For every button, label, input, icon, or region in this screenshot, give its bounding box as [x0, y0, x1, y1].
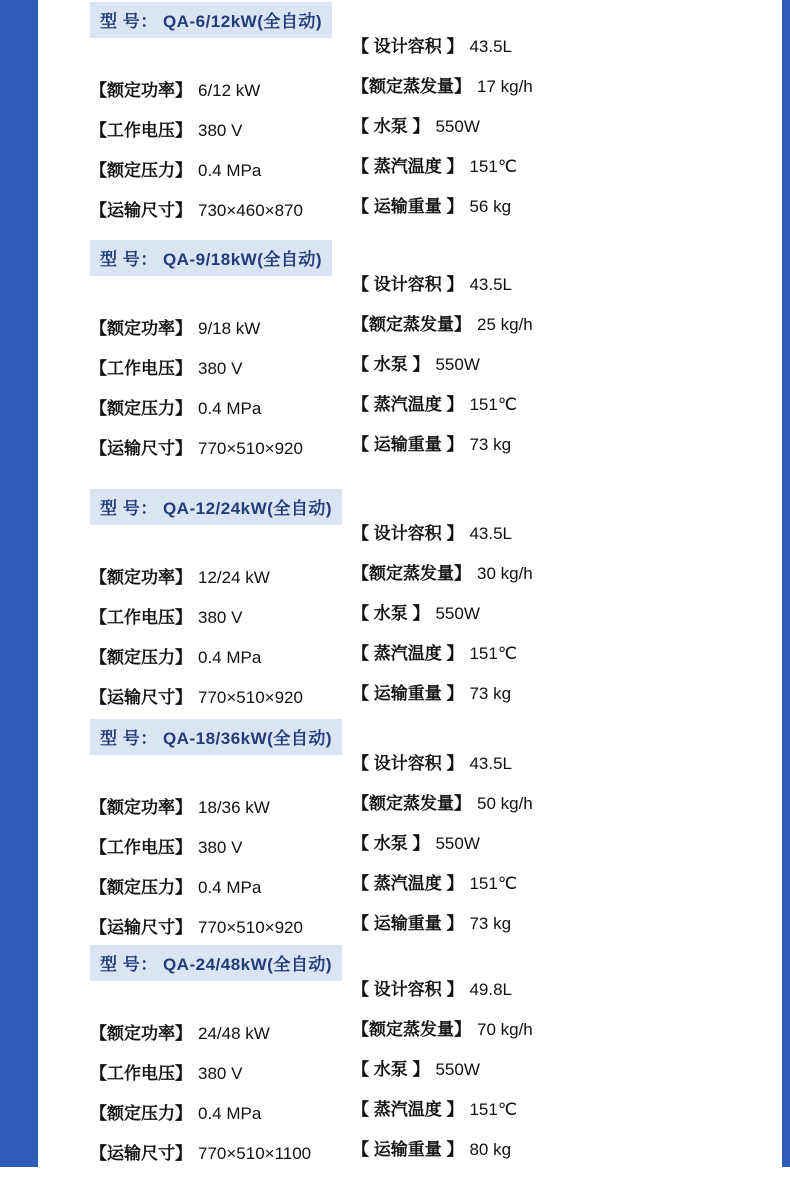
spec-row-steam-temperature	[352, 152, 782, 177]
spec-row-working-voltage	[90, 1059, 352, 1084]
spec-row-transport-weight	[352, 192, 782, 217]
spec-row-rated-power	[90, 314, 352, 339]
steam-output-label: 【额定蒸发量】	[352, 564, 471, 583]
rated-pressure-value: 0.4 MPa	[198, 1104, 262, 1123]
spec-row-transport-weight	[352, 909, 782, 934]
rated-power-label: 【额定功率】	[90, 81, 192, 100]
model-label: 型 号：	[100, 729, 158, 748]
design-volume-label: 【 设计容积 】	[352, 37, 464, 56]
spec-rows	[90, 754, 782, 953]
rated-pressure-value: 0.4 MPa	[198, 648, 262, 667]
rated-pressure-value: 0.4 MPa	[198, 878, 262, 897]
rated-power-label: 【额定功率】	[90, 798, 192, 817]
spec-row-design-volume	[352, 975, 782, 1000]
spec-row-rated-pressure	[90, 394, 352, 419]
spec-row-steam-output	[352, 72, 782, 97]
transport-weight-label: 【 运输重量 】	[352, 914, 464, 933]
transport-weight-label: 【 运输重量 】	[352, 684, 464, 703]
model-label: 型 号：	[100, 250, 158, 269]
steam-temperature-value: 151℃	[469, 1100, 517, 1119]
spec-row-working-voltage	[90, 116, 352, 141]
spec-row-rated-power	[90, 76, 352, 101]
transport-size-label: 【运输尺寸】	[90, 688, 192, 707]
rated-pressure-label: 【额定压力】	[90, 878, 192, 897]
spec-row-transport-weight	[352, 1135, 782, 1160]
rated-pressure-label: 【额定压力】	[90, 648, 192, 667]
spec-column-right	[352, 524, 782, 723]
rated-power-value: 24/48 kW	[198, 1024, 270, 1043]
left-blue-rail	[0, 0, 38, 1167]
spec-row-working-voltage	[90, 354, 352, 379]
steam-temperature-label: 【 蒸汽温度 】	[352, 1100, 464, 1119]
steam-output-value: 25 kg/h	[477, 315, 533, 334]
spec-rows	[90, 980, 782, 1179]
spec-row-water-pump	[352, 829, 782, 854]
water-pump-label: 【 水泵 】	[352, 117, 430, 136]
spec-column-left	[90, 292, 352, 474]
spec-block	[38, 719, 782, 953]
design-volume-value: 49.8L	[469, 980, 512, 999]
rated-power-value: 6/12 kW	[198, 81, 261, 100]
working-voltage-label: 【工作电压】	[90, 608, 192, 627]
spec-row-rated-pressure	[90, 156, 352, 181]
spec-row-transport-weight	[352, 430, 782, 455]
spec-row-design-volume	[352, 270, 782, 295]
steam-output-label: 【额定蒸发量】	[352, 315, 471, 334]
transport-size-value: 770×510×920	[198, 688, 303, 707]
rated-power-label: 【额定功率】	[90, 319, 192, 338]
model-label: 型 号：	[100, 499, 158, 518]
right-blue-rail	[782, 0, 790, 1167]
spec-row-steam-temperature	[352, 390, 782, 415]
spec-row-design-volume	[352, 749, 782, 774]
model-value: QA-18/36kW(全自动)	[157, 729, 332, 748]
steam-output-value: 50 kg/h	[477, 794, 533, 813]
water-pump-label: 【 水泵 】	[352, 1060, 430, 1079]
working-voltage-value: 380 V	[198, 1064, 243, 1083]
water-pump-label: 【 水泵 】	[352, 355, 430, 374]
spec-row-water-pump	[352, 1055, 782, 1080]
spec-row-steam-temperature	[352, 1095, 782, 1120]
spec-row-working-voltage	[90, 603, 352, 628]
spec-rows	[90, 275, 782, 474]
steam-temperature-label: 【 蒸汽温度 】	[352, 874, 464, 893]
spec-row-steam-temperature	[352, 869, 782, 894]
rated-power-value: 18/36 kW	[198, 798, 270, 817]
model-badge	[90, 240, 332, 276]
spec-row-transport-weight	[352, 679, 782, 704]
transport-weight-label: 【 运输重量 】	[352, 435, 464, 454]
rated-pressure-value: 0.4 MPa	[198, 161, 262, 180]
design-volume-value: 43.5L	[469, 524, 512, 543]
spec-row-design-volume	[352, 32, 782, 57]
transport-size-label: 【运输尺寸】	[90, 201, 192, 220]
spec-block	[38, 489, 782, 723]
transport-size-label: 【运输尺寸】	[90, 439, 192, 458]
model-label: 型 号：	[100, 955, 158, 974]
model-value: QA-6/12kW(全自动)	[157, 12, 323, 31]
steam-temperature-label: 【 蒸汽温度 】	[352, 157, 464, 176]
spec-row-transport-size	[90, 683, 352, 708]
transport-weight-label: 【 运输重量 】	[352, 1140, 464, 1159]
spec-row-steam-output	[352, 1015, 782, 1040]
steam-temperature-label: 【 蒸汽温度 】	[352, 395, 464, 414]
steam-output-value: 30 kg/h	[477, 564, 533, 583]
water-pump-label: 【 水泵 】	[352, 834, 430, 853]
steam-temperature-value: 151℃	[469, 874, 517, 893]
water-pump-label: 【 水泵 】	[352, 604, 430, 623]
model-badge	[90, 2, 332, 38]
spec-column-left	[90, 541, 352, 723]
rated-power-value: 9/18 kW	[198, 319, 261, 338]
rated-power-value: 12/24 kW	[198, 568, 270, 587]
transport-size-value: 770×510×1100	[198, 1144, 312, 1163]
transport-weight-value: 56 kg	[469, 197, 512, 216]
steam-output-value: 70 kg/h	[477, 1020, 533, 1039]
transport-weight-value: 73 kg	[469, 684, 512, 703]
model-badge	[90, 945, 342, 981]
spec-rows	[90, 37, 782, 236]
transport-size-value: 770×510×920	[198, 439, 303, 458]
transport-size-label: 【运输尺寸】	[90, 1144, 192, 1163]
water-pump-value: 550W	[435, 604, 480, 623]
spec-column-left	[90, 997, 352, 1179]
model-value: QA-24/48kW(全自动)	[157, 955, 332, 974]
working-voltage-value: 380 V	[198, 359, 243, 378]
working-voltage-label: 【工作电压】	[90, 359, 192, 378]
working-voltage-label: 【工作电压】	[90, 838, 192, 857]
design-volume-label: 【 设计容积 】	[352, 980, 464, 999]
spec-row-working-voltage	[90, 833, 352, 858]
transport-weight-label: 【 运输重量 】	[352, 197, 464, 216]
spec-row-rated-pressure	[90, 643, 352, 668]
model-badge	[90, 719, 342, 755]
spec-rows	[90, 524, 782, 723]
working-voltage-label: 【工作电压】	[90, 1064, 192, 1083]
spec-row-rated-pressure	[90, 873, 352, 898]
spec-row-water-pump	[352, 350, 782, 375]
rated-pressure-label: 【额定压力】	[90, 399, 192, 418]
spec-row-rated-power	[90, 793, 352, 818]
spec-column-left	[90, 54, 352, 236]
steam-temperature-value: 151℃	[469, 644, 517, 663]
design-volume-value: 43.5L	[469, 37, 512, 56]
spec-block	[38, 945, 782, 1179]
spec-row-transport-size	[90, 434, 352, 459]
spec-row-steam-output	[352, 559, 782, 584]
spec-row-steam-output	[352, 789, 782, 814]
spec-row-steam-output	[352, 310, 782, 335]
spec-row-transport-size	[90, 1139, 352, 1164]
rated-pressure-label: 【额定压力】	[90, 1104, 192, 1123]
spec-row-water-pump	[352, 112, 782, 137]
spec-column-right	[352, 275, 782, 474]
spec-row-water-pump	[352, 599, 782, 624]
model-value: QA-9/18kW(全自动)	[157, 250, 323, 269]
spec-block	[38, 2, 782, 236]
water-pump-value: 550W	[435, 355, 480, 374]
steam-temperature-label: 【 蒸汽温度 】	[352, 644, 464, 663]
design-volume-label: 【 设计容积 】	[352, 754, 464, 773]
spec-row-rated-power	[90, 563, 352, 588]
transport-size-label: 【运输尺寸】	[90, 918, 192, 937]
steam-output-label: 【额定蒸发量】	[352, 1020, 471, 1039]
spec-row-transport-size	[90, 913, 352, 938]
water-pump-value: 550W	[435, 834, 480, 853]
steam-temperature-value: 151℃	[469, 157, 517, 176]
spec-row-rated-pressure	[90, 1099, 352, 1124]
steam-output-label: 【额定蒸发量】	[352, 77, 471, 96]
rated-power-label: 【额定功率】	[90, 1024, 192, 1043]
working-voltage-value: 380 V	[198, 121, 243, 140]
transport-size-value: 770×510×920	[198, 918, 303, 937]
rated-pressure-label: 【额定压力】	[90, 161, 192, 180]
spec-block	[38, 240, 782, 474]
model-badge	[90, 489, 342, 525]
spec-row-steam-temperature	[352, 639, 782, 664]
design-volume-value: 43.5L	[469, 754, 512, 773]
water-pump-value: 550W	[435, 117, 480, 136]
working-voltage-label: 【工作电压】	[90, 121, 192, 140]
spec-sheet	[38, 0, 782, 1167]
model-label: 型 号：	[100, 12, 158, 31]
spec-column-right	[352, 980, 782, 1179]
transport-size-value: 730×460×870	[198, 201, 303, 220]
steam-output-label: 【额定蒸发量】	[352, 794, 471, 813]
rated-power-label: 【额定功率】	[90, 568, 192, 587]
transport-weight-value: 80 kg	[469, 1140, 512, 1159]
design-volume-value: 43.5L	[469, 275, 512, 294]
working-voltage-value: 380 V	[198, 838, 243, 857]
spec-row-rated-power	[90, 1019, 352, 1044]
model-value: QA-12/24kW(全自动)	[157, 499, 332, 518]
rated-pressure-value: 0.4 MPa	[198, 399, 262, 418]
design-volume-label: 【 设计容积 】	[352, 524, 464, 543]
water-pump-value: 550W	[435, 1060, 480, 1079]
working-voltage-value: 380 V	[198, 608, 243, 627]
spec-column-right	[352, 37, 782, 236]
steam-output-value: 17 kg/h	[477, 77, 533, 96]
design-volume-label: 【 设计容积 】	[352, 275, 464, 294]
transport-weight-value: 73 kg	[469, 435, 512, 454]
transport-weight-value: 73 kg	[469, 914, 512, 933]
spec-column-right	[352, 754, 782, 953]
steam-temperature-value: 151℃	[469, 395, 517, 414]
spec-row-design-volume	[352, 519, 782, 544]
spec-column-left	[90, 771, 352, 953]
spec-row-transport-size	[90, 196, 352, 221]
